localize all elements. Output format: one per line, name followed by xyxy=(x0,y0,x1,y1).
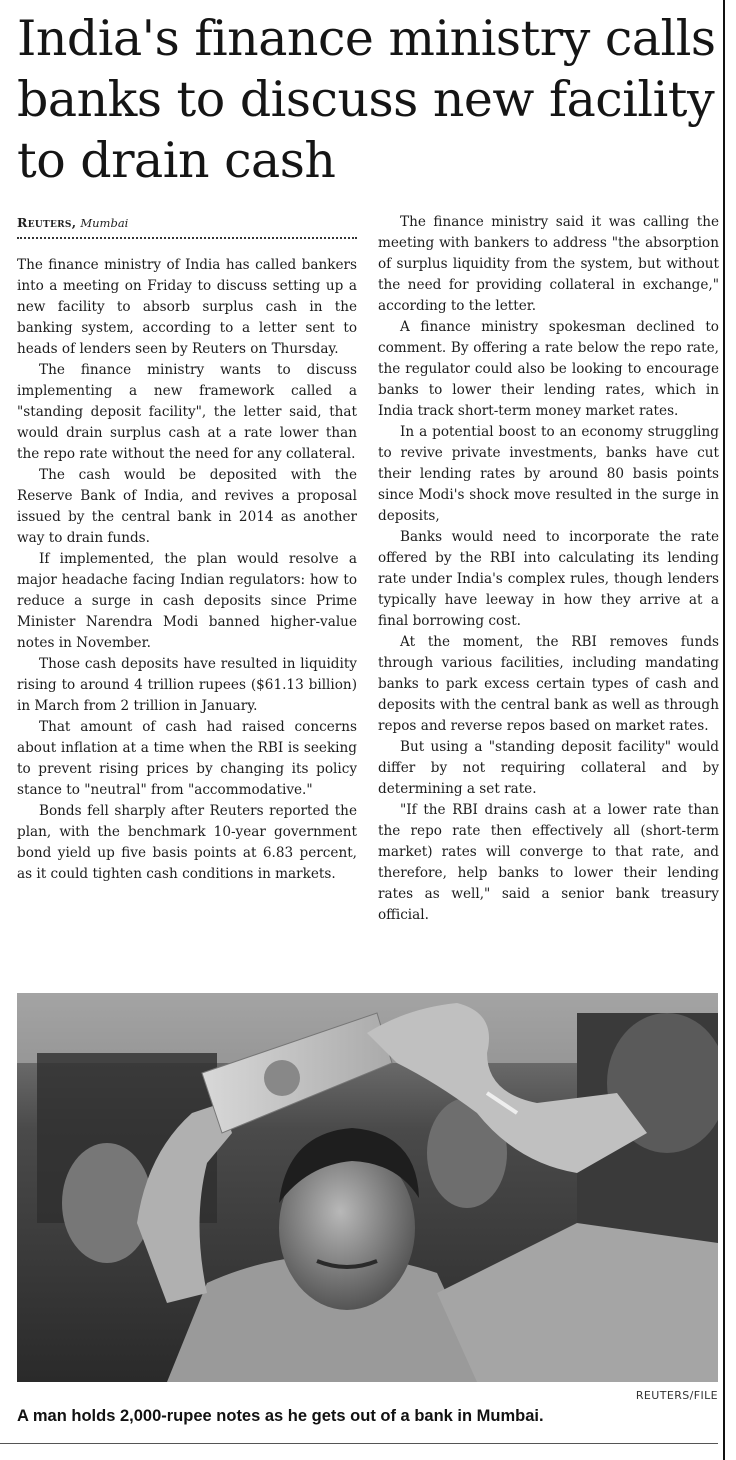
byline xyxy=(17,214,357,232)
byline-location: Mumbai xyxy=(80,216,129,230)
paragraph: If implemented, the plan would resolve a major headache facing Indian regulators: how to reduce a surge in cash deposits since Prime Minister Narendra Modi banned higher-value notes in November. xyxy=(17,551,357,651)
paragraph: But using a "standing deposit facility" would differ by not requiring collateral and by determining a set rate. xyxy=(378,739,719,797)
photo-credit: REUTERS/FILE xyxy=(635,1389,718,1402)
paragraph: A finance ministry spokesman declined to comment. By offering a rate below the repo rate, the regulator could also be looking to encourage banks to lower their lending rates, which in India track short-term money market rates. xyxy=(378,319,719,419)
column-rule-right xyxy=(723,0,736,1460)
byline-divider xyxy=(17,237,357,239)
paragraph: That amount of cash had raised concerns about inflation at a time when the RBI is seeking to prevent rising prices by changing its policy stance to "neutral" from "accommodative." xyxy=(17,719,357,798)
paragraph: The cash would be deposited with the Reserve Bank of India, and revives a proposal issued by the central bank in 2014 as another way to drain funds. xyxy=(17,467,357,546)
paragraph: The finance ministry of India has called bankers into a meeting on Friday to discuss setting up a new facility to absorb surplus cash in the banking system, according to a letter sent to heads of lenders seen by Reuters on Thursday. xyxy=(17,257,357,357)
article-column-left xyxy=(17,255,357,885)
paragraph: Bonds fell sharply after Reuters reported the plan, with the benchmark 10-year government bond yield up five basis points at 6.83 percent, as it could tighten cash conditions in markets. xyxy=(17,803,357,882)
byline-source: Reuters, xyxy=(17,215,77,230)
bottom-rule xyxy=(0,1443,718,1444)
article-column-right xyxy=(378,212,719,926)
paragraph: In a potential boost to an economy struggling to revive private investments, banks have cut their lending rates by around 80 basis points since Modi's shock move resulted in the surge in deposits, xyxy=(378,424,719,524)
paragraph: "If the RBI drains cash at a lower rate than the repo rate then effectively all (short-term market) rates will converge to that rate, and therefore, help banks to lower their lending rates as well," said a senior bank treasury official. xyxy=(378,802,719,923)
headline: India's finance ministry calls banks to discuss new facility to drain cash xyxy=(17,10,716,189)
paragraph: The finance ministry wants to discuss implementing a new framework called a "standing deposit facility", the letter said, that would drain surplus cash at a rate lower than the repo rate without the need for any collateral. xyxy=(17,362,357,462)
photo-illustration xyxy=(17,993,718,1382)
photo-caption: A man holds 2,000-rupee notes as he gets out of a bank in Mumbai. xyxy=(17,1407,544,1425)
paragraph: Those cash deposits have resulted in liquidity rising to around 4 trillion rupees ($61.13 billion) in March from 2 trillion in January. xyxy=(17,656,357,714)
paragraph: Banks would need to incorporate the rate offered by the RBI into calculating its lending rate under India's complex rules, though lenders typically have leeway in how they arrive at a final borrowing cost. xyxy=(378,529,719,629)
paragraph: The finance ministry said it was calling the meeting with bankers to address "the absorption of surplus liquidity from the system, but without the need for providing collateral in exchange," according to the letter. xyxy=(378,214,719,314)
news-photo xyxy=(17,993,718,1382)
paragraph: At the moment, the RBI removes funds through various facilities, including mandating banks to park excess certain types of cash and deposits with the central bank as well as through repos and reverse repos based on market rates. xyxy=(378,634,719,734)
